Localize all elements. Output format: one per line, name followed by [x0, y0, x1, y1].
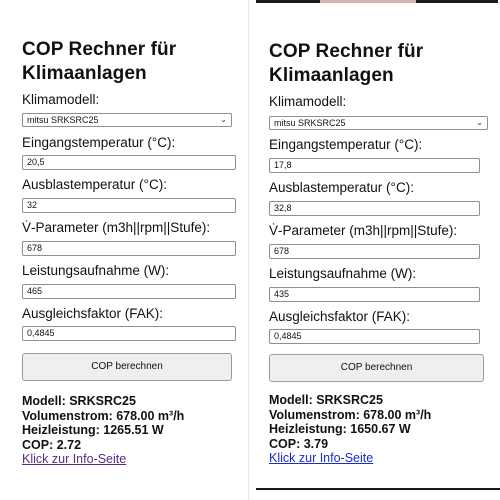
- power-input[interactable]: 435: [269, 287, 480, 302]
- info-page-link[interactable]: Klick zur Info-Seite: [269, 451, 374, 465]
- result-cop: COP: 3.79: [269, 436, 329, 451]
- result-model: Modell: SRKSRC25: [269, 393, 383, 407]
- chevron-down-icon: ⌄: [220, 115, 227, 124]
- status-bar-indicator: [320, 0, 416, 3]
- model-select[interactable]: [22, 113, 232, 127]
- panel-divider: [248, 0, 249, 500]
- inlet-temp-label: Eingangstemperatur (°C):: [269, 137, 423, 152]
- result-cop: COP: 2.72: [22, 437, 82, 452]
- outlet-temp-label: Ausblastemperatur (°C):: [269, 180, 414, 195]
- info-page-link[interactable]: Klick zur Info-Seite: [22, 452, 127, 466]
- model-select-value: mitsu SRKSRC25: [274, 118, 346, 128]
- result-model: Modell: SRKSRC25: [22, 394, 136, 408]
- fak-input[interactable]: 0,4845: [22, 326, 236, 341]
- results: [22, 394, 234, 467]
- calculator-form: [22, 38, 234, 86]
- page-title: COP Rechner für Klimaanlagen: [269, 41, 424, 86]
- model-label: Klimamodell:: [22, 92, 100, 107]
- bottom-bar: [256, 488, 500, 490]
- fak-label: Ausgleichsfaktor (FAK):: [22, 306, 164, 321]
- inlet-temp-input[interactable]: 20,5: [22, 155, 236, 170]
- calculator-panel-left: [0, 0, 242, 500]
- calculate-cop-button[interactable]: COP berechnen: [22, 353, 232, 381]
- v-parameter-label: V̇-Parameter (m3h||rpm||Stufe):: [22, 220, 211, 235]
- outlet-temp-label: Ausblastemperatur (°C):: [22, 177, 167, 192]
- v-parameter-input[interactable]: 678: [22, 241, 236, 256]
- inlet-temp-input[interactable]: 17,8: [269, 158, 480, 173]
- result-flow: Volumenstrom: 678.00 m³/h: [269, 407, 432, 422]
- result-flow: Volumenstrom: 678.00 m³/h: [22, 408, 185, 423]
- calculate-cop-button[interactable]: COP berechnen: [269, 354, 484, 382]
- calculator-panel-right: [256, 0, 498, 500]
- power-label: Leistungsaufnahme (W):: [269, 266, 417, 281]
- v-parameter-label: V̇-Parameter (m3h||rpm||Stufe):: [269, 223, 458, 238]
- page-title: COP Rechner für Klimaanlagen: [22, 39, 177, 84]
- power-label: Leistungsaufnahme (W):: [22, 263, 170, 278]
- model-label: Klimamodell:: [269, 94, 347, 109]
- v-parameter-input[interactable]: 678: [269, 244, 480, 259]
- result-heat: Heizleistung: 1265.51 W: [22, 423, 164, 437]
- chevron-down-icon: ⌄: [476, 118, 483, 127]
- result-heat: Heizleistung: 1650.67 W: [269, 422, 411, 436]
- outlet-temp-input[interactable]: 32,8: [269, 201, 480, 216]
- fak-label: Ausgleichsfaktor (FAK):: [269, 309, 411, 324]
- model-select[interactable]: [269, 116, 488, 130]
- model-select-value: mitsu SRKSRC25: [27, 115, 99, 125]
- inlet-temp-label: Eingangstemperatur (°C):: [22, 135, 176, 150]
- fak-input[interactable]: 0,4845: [269, 329, 480, 344]
- power-input[interactable]: 465: [22, 284, 236, 299]
- outlet-temp-input[interactable]: 32: [22, 198, 236, 213]
